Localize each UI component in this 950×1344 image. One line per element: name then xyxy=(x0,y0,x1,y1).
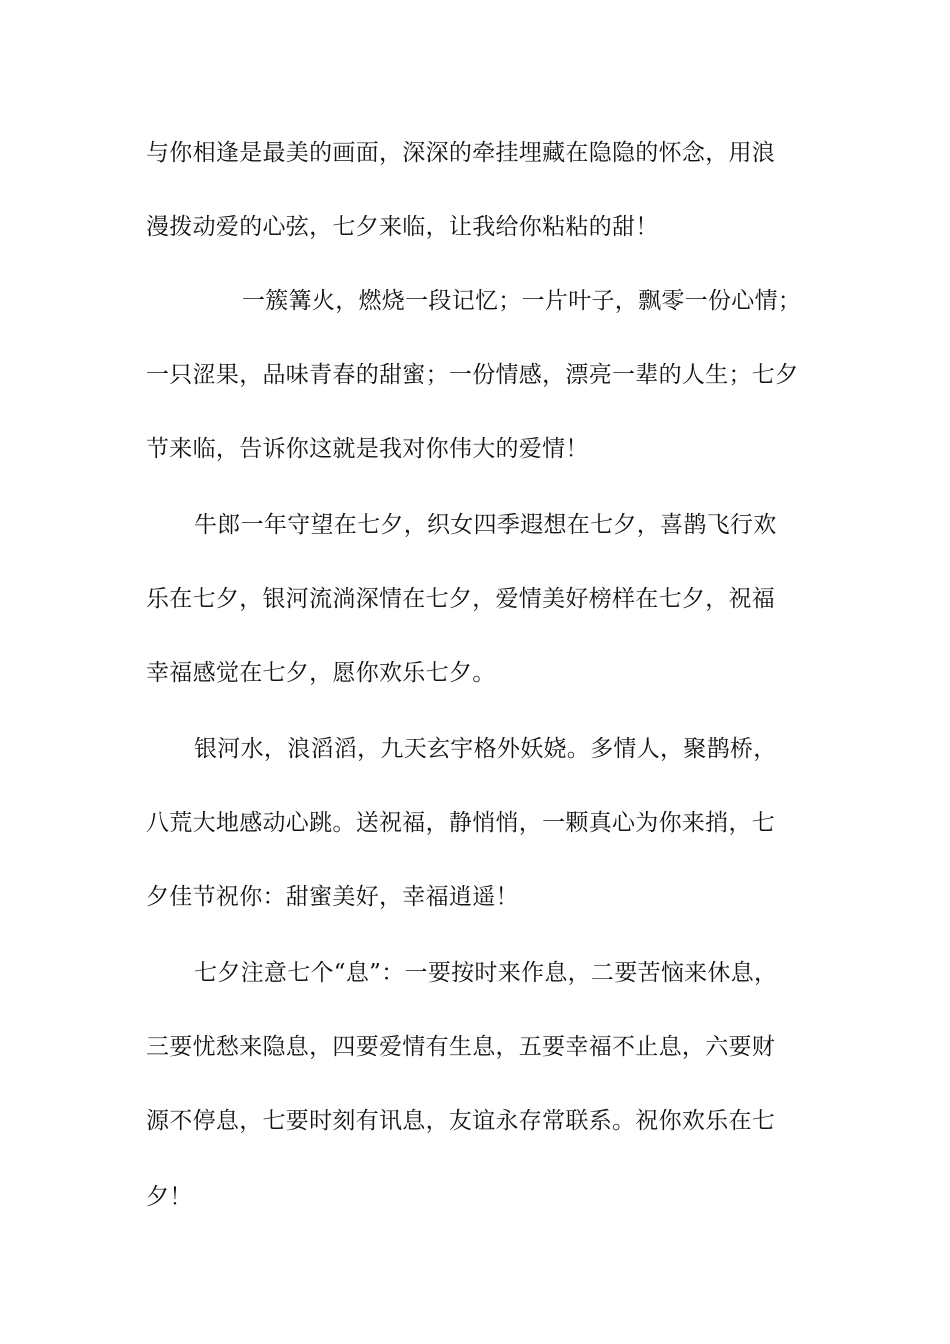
text-line-11: 夕佳节祝你：甜蜜美好，幸福逍遥！ xyxy=(146,884,519,910)
text-line-5: 节来临，告诉你这就是我对你伟大的爱情！ xyxy=(146,436,589,462)
text-line-9: 银河水，浪滔滔，九天玄宇格外妖娆。多情人，聚鹊桥， xyxy=(194,736,777,762)
text-line-7: 乐在七夕，银河流淌深情在七夕，爱情美好榜样在七夕，祝福 xyxy=(146,586,776,612)
text-line-13: 三要忧愁来隐息，四要爱情有生息，五要幸福不止息，六要财 xyxy=(146,1034,776,1060)
text-line-1: 与你相逢是最美的画面，深深的牵挂埋藏在隐隐的怀念，用浪 xyxy=(146,140,776,166)
text-line-6: 牛郎一年守望在七夕，织女四季遐想在七夕，喜鹊飞行欢 xyxy=(194,512,777,538)
text-line-14: 源不停息，七要时刻有讯息，友谊永存常联系。祝你欢乐在七 xyxy=(146,1108,776,1134)
text-line-3: 一簇篝火，燃烧一段记忆；一片叶子，飘零一份心情； xyxy=(242,288,802,314)
text-line-12: 七夕注意七个“息”：一要按时来作息，二要苦恼来休息， xyxy=(194,960,778,986)
text-line-10: 八荒大地感动心跳。送祝福，静悄悄，一颗真心为你来捎，七 xyxy=(146,810,776,836)
text-line-4: 一只涩果，品味青春的甜蜜；一份情感，漂亮一辈的人生；七夕 xyxy=(146,362,799,388)
text-line-15: 夕！ xyxy=(146,1184,193,1210)
text-line-8: 幸福感觉在七夕，愿你欢乐七夕。 xyxy=(146,660,496,686)
text-line-2: 漫拨动爱的心弦，七夕来临，让我给你粘粘的甜！ xyxy=(146,214,659,240)
